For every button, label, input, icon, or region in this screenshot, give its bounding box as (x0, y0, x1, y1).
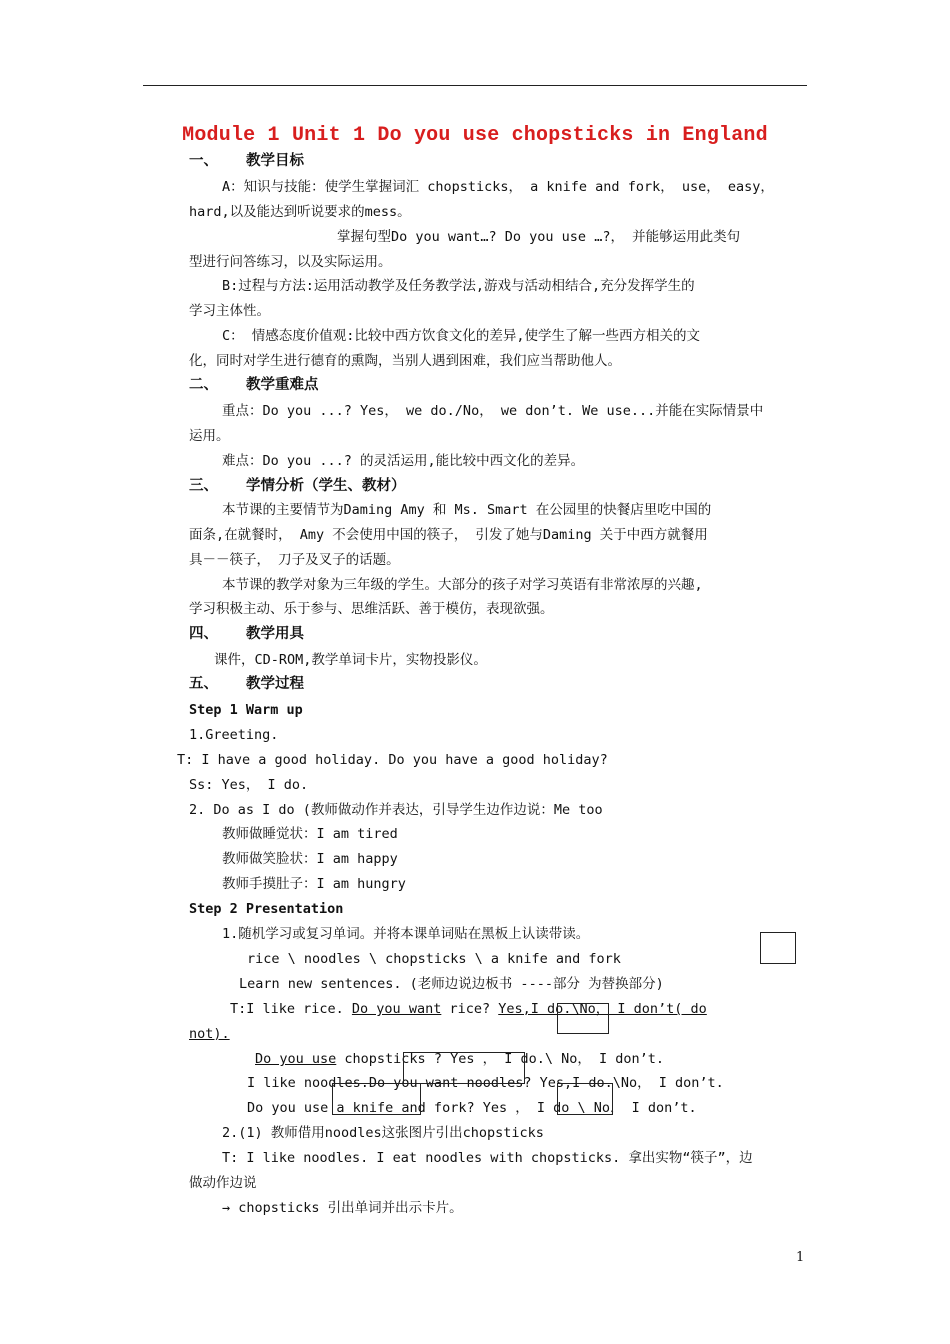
document-title: Module 1 Unit 1 Do you use chopsticks in England (182, 124, 768, 147)
step-heading: Step 1 Warm up (189, 702, 303, 718)
paragraph-line: 教师做笑脸状：I am happy (222, 851, 398, 867)
paragraph-line: T: I like noodles. I eat noodles with chopsticks. 拿出实物“筷子”，边 (222, 1150, 753, 1166)
paragraph-line: A：知识与技能：使学生掌握词汇 chopsticks， a knife and fork， use， easy， (222, 179, 774, 195)
paragraph-line: 化，同时对学生进行德育的熏陶，当别人遇到困难，我们应当帮助他人。 (189, 353, 621, 369)
paragraph-line (230, 1000, 707, 1018)
text-run: T:I like rice. (230, 1001, 352, 1017)
paragraph-line: 本节课的主要情节为Daming Amy 和 Ms. Smart 在公园里的快餐店里吃中国的 (222, 502, 712, 518)
overlay-box (403, 1052, 525, 1084)
paragraph-line: rice \ noodles \ chopsticks \ a knife and fork (247, 951, 621, 967)
paragraph-line: Do you use a knife and fork? Yes ， I do \ No， I don’t. (247, 1100, 697, 1116)
paragraph-line: T: I have a good holiday. Do you have a good holiday? (177, 752, 608, 768)
paragraph-line: Ss: Yes， I do. (189, 777, 309, 793)
paragraph-line (222, 1199, 463, 1217)
text-run: chopsticks ? Yes ， I do.\ No， I don’t. (336, 1051, 665, 1067)
section-number: 一、 (189, 153, 218, 169)
overlay-box (557, 1003, 609, 1034)
paragraph-line: B:过程与方法:运用活动教学及任务教学法,游戏与活动相结合,充分发挥学生的 (222, 278, 695, 294)
paragraph-line: C： 情感态度价值观:比较中西方饮食文化的差异,使学生了解一些西方相关的文 (222, 328, 701, 344)
section-number: 二、 (189, 377, 218, 393)
paragraph-line: I like noodles.Do you want noodles? Yes,I do.\No， I don’t. (247, 1075, 724, 1091)
underlined-phrase: Do you use (255, 1051, 337, 1067)
paragraph-line: 学习主体性。 (189, 303, 270, 319)
paragraph-line: 难点：Do you ...? 的灵活运用,能比较中西文化的差异。 (222, 453, 585, 469)
paragraph-line: Learn new sentences. (老师边说边板书 ----部分 为替换部分) (239, 976, 664, 992)
section-number: 五、 (189, 676, 218, 692)
paragraph-line: 型进行问答练习，以及实际运用。 (189, 254, 392, 270)
paragraph-line: 运用。 (189, 428, 230, 444)
paragraph-line: 学习积极主动、乐于参与、思维活跃、善于模仿，表现欲强。 (189, 601, 554, 617)
paragraph-line: 具－－筷子， 刀子及叉子的话题。 (189, 552, 400, 568)
empty-box (760, 932, 796, 964)
section-number: 四、 (189, 626, 218, 642)
paragraph-line: 1.Greeting. (189, 727, 279, 743)
section-number: 三、 (189, 478, 218, 494)
paragraph-line: 课件，CD-ROM,教学单词卡片，实物投影仪。 (214, 652, 487, 668)
paragraph-line: 2. Do as I do (教师做动作并表达，引导学生边作边说：Me too (189, 802, 603, 818)
arrow-icon: → (222, 1200, 231, 1216)
underlined-phrase: Yes,I do.\No， I don’t( do (498, 1001, 707, 1017)
page-number: 1 (796, 1250, 805, 1265)
section-title: 教学过程 (246, 676, 304, 692)
overlay-box (557, 1083, 613, 1115)
section-title: 教学目标 (246, 153, 304, 169)
paragraph-line: 重点：Do you ...? Yes， we do./No， we don’t. We use...并能在实际情景中 (222, 403, 764, 419)
section-title: 学情分析（学生、教材） (246, 478, 406, 494)
paragraph-line: 1.随机学习或复习单词。并将本课单词贴在黑板上认读带读。 (222, 926, 590, 942)
step-heading: Step 2 Presentation (189, 901, 344, 917)
header-rule (143, 85, 807, 86)
paragraph-line: 2.(1) 教师借用noodles这张图片引出chopsticks (222, 1125, 544, 1141)
underlined-phrase: Do you want (351, 1001, 442, 1017)
paragraph-line: hard,以及能达到听说要求的mess。 (189, 204, 411, 220)
paragraph-line: 教师手摸肚子：I am hungry (222, 876, 406, 892)
paragraph-line: 本节课的教学对象为三年级的学生。大部分的孩子对学习英语有非常浓厚的兴趣, (222, 577, 703, 593)
paragraph-line: 教师做睡觉状：I am tired (222, 826, 398, 842)
section-title: 教学重难点 (246, 377, 319, 393)
paragraph-line: 面条,在就餐时， Amy 不会使用中国的筷子， 引发了她与Daming 关于中西方就餐用 (189, 527, 708, 543)
overlay-box (332, 1083, 421, 1115)
text-run: rice? (441, 1001, 499, 1017)
paragraph-line: 做动作边说 (189, 1175, 257, 1191)
paragraph-line: 掌握句型Do you want…? Do you use …?， 并能够运用此类句 (337, 229, 741, 245)
section-title: 教学用具 (246, 626, 304, 642)
text-run: chopsticks 引出单词并出示卡片。 (230, 1200, 463, 1216)
underlined-phrase: not). (189, 1026, 230, 1042)
